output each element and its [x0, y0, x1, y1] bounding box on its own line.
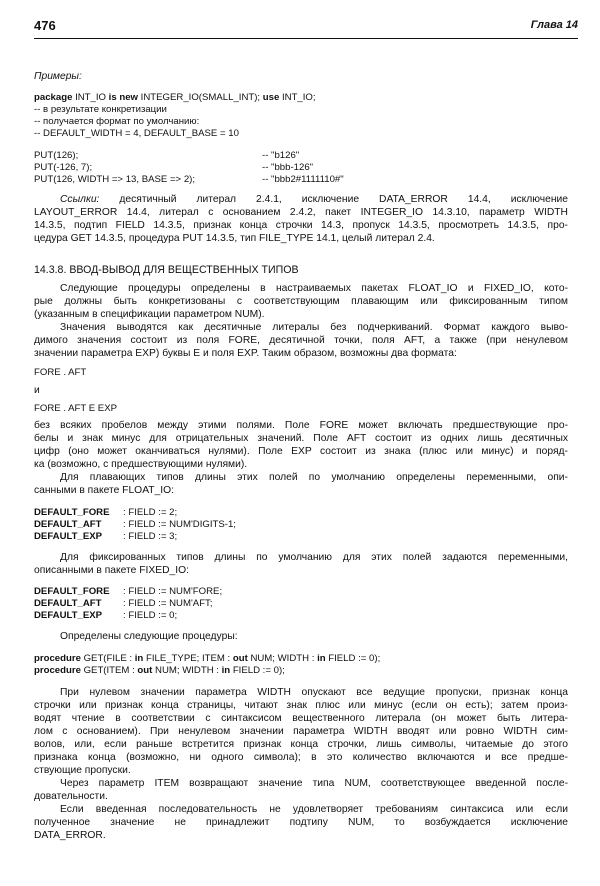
paragraph-line: рые должны быть конкретизованы с соответствующим плавающим или фиксированным типом: [34, 296, 568, 307]
refs-line: Ссылки: десятичный литерал 2.4.1, исключение DATA_ERROR 14.4, исключение: [60, 194, 568, 205]
kw-new: new: [119, 92, 139, 103]
kw-out: out: [137, 665, 153, 676]
paragraph-line: Для плавающих типов длины этих полей по умолчанию определены переменными, опи-: [60, 472, 568, 483]
code-comment: -- DEFAULT_WIDTH = 4, DEFAULT_BASE = 10: [34, 128, 239, 139]
format-fore-aft: FORE . AFT: [34, 367, 87, 378]
put-call: PUT(-126, 7);: [34, 162, 93, 173]
decl-part: INTEGER_IO(SMALL_INT);: [138, 92, 263, 103]
format-fore-aft-exp: FORE . AFT E EXP: [34, 403, 117, 414]
refs-label: Ссылки:: [60, 194, 100, 205]
paragraph-line: Определены следующие процедуры:: [60, 631, 238, 642]
kw-procedure: procedure: [34, 665, 81, 676]
procedure-spec: procedure GET(ITEM : out NUM; WIDTH : in FIELD := 0);: [34, 665, 285, 676]
chapter-label: Глава 14: [530, 19, 578, 31]
paragraph-line: без всяких пробелов между этими полями. Поле FORE может включать предшествующие про-: [34, 420, 568, 431]
running-header: [34, 18, 578, 39]
refs-line: LAYOUT_ERROR 14.4, литерал с основанием 2.4.2, пакет INTEGER_IO 14.3.10, параметр WIDTH: [34, 207, 568, 218]
code-comment: -- получается формат по умолчанию:: [34, 116, 200, 127]
default-decl: : FIELD := NUM'DIGITS-1;: [123, 519, 236, 530]
paragraph-line: значении параметра EXP) буквы E и поля EXP. Таким образом, возможны два формата:: [34, 348, 457, 359]
paragraph-line: белы и знак минус для отрицательных значений. Поле AFT состоит из одних лишь десятичных: [34, 433, 568, 444]
paragraph-line: Следующие процедуры определены в настраиваемых пакетах FLOAT_IO и FIXED_IO, кото-: [60, 283, 568, 294]
default-name: DEFAULT_EXP: [34, 610, 103, 621]
paragraph-line: При нулевом значении параметра WIDTH опускают все ведущие пропуски, признак конца: [60, 687, 568, 698]
paragraph-line: волов, или, если раньше встретится признак конца строчки, лишь символы, читаемые до этого: [34, 739, 568, 750]
put-result: -- "bbb-126": [262, 162, 314, 173]
default-name: DEFAULT_EXP: [34, 531, 103, 542]
kw-in: in: [317, 653, 326, 664]
decl-part: INT_IO: [72, 92, 109, 103]
conjunction: и: [34, 385, 40, 396]
kw-procedure: procedure: [34, 653, 81, 664]
paragraph-line: (указанным в спецификации параметром NUM).: [34, 309, 265, 320]
procedure-spec: procedure GET(FILE : in FILE_TYPE; ITEM : out NUM; WIDTH : in FIELD := 0);: [34, 653, 381, 664]
kw-in: in: [134, 653, 144, 664]
paragraph-line: DATA_ERROR.: [34, 830, 106, 841]
default-decl: : FIELD := 2;: [123, 507, 178, 518]
kw-is: is: [108, 92, 117, 103]
put-result: -- "bbb2#1111110#": [262, 174, 344, 185]
default-name: DEFAULT_AFT: [34, 598, 102, 609]
code-comment: -- в результате конкретизации: [34, 104, 167, 115]
paragraph-line: димого значения состоит из поля FORE, десятичной точки, поля AFT, а также (при ненулевом: [34, 335, 568, 346]
default-decl: : FIELD := NUM'FORE;: [123, 586, 223, 597]
examples-label: Примеры:: [34, 71, 82, 82]
paragraph-line: Через параметр ITEM возвращают значение типа NUM, соответствующее введенной после-: [60, 778, 568, 789]
page-number: 476: [34, 18, 56, 33]
paragraph-line: довательности.: [34, 791, 108, 802]
decl-part: INT_IO;: [279, 92, 316, 103]
paragraph-line: водят чтение в соответствии с синтаксисом вещественного литерала (он может быть литера-: [34, 713, 568, 724]
default-decl: : FIELD := 3;: [123, 531, 178, 542]
kw-out: out: [232, 653, 248, 664]
kw-package: package: [34, 92, 73, 103]
put-call: PUT(126, WIDTH => 13, BASE => 2);: [34, 174, 196, 185]
kw-in: in: [221, 665, 231, 676]
default-name: DEFAULT_AFT: [34, 519, 102, 530]
paragraph-line: Значения выводятся как десятичные литералы без подчеркиваний. Формат каждого выво-: [60, 322, 568, 333]
kw-use: use: [262, 92, 280, 103]
put-result: -- "b126": [262, 150, 300, 161]
paragraph-line: описанными в пакете FIXED_IO:: [34, 565, 190, 576]
section-title: 14.3.8. ВВОД-ВЫВОД ДЛЯ ВЕЩЕСТВЕННЫХ ТИПОВ: [34, 264, 299, 276]
paragraph-line: лом с основанием). При ненулевом значении параметра WIDTH вводят или ровно WIDTH сим-: [34, 726, 568, 737]
paragraph-line: строчки или признак конца страницы, читают знак плюс или минус (если он есть); затем произ-: [34, 700, 568, 711]
default-decl: : FIELD := 0;: [123, 610, 178, 621]
default-decl: : FIELD := NUM'AFT;: [123, 598, 213, 609]
paragraph-line: Если введенная последовательность не удовлетворяет требованиям синтаксиса или если: [60, 804, 568, 815]
paragraph-line: полученное значение не принадлежит подтипу NUM, то возбуждается исключение: [34, 817, 568, 828]
paragraph-line: Для фиксированных типов длины по умолчанию для этих полей задаются переменными,: [60, 552, 568, 563]
paragraph-line: ствующие пропуски.: [34, 765, 131, 776]
default-name: DEFAULT_FORE: [34, 586, 110, 597]
paragraph-line: ка (возможно, с предшествующими нулями).: [34, 459, 248, 470]
refs-line: цедура GET 14.3.5, процедура PUT 14.3.5, тип FILE_TYPE 14.1, целый литерал 2.4.: [34, 233, 435, 244]
default-name: DEFAULT_FORE: [34, 507, 110, 518]
paragraph-line: признака конца (возможно, ни одного символа); в это количество включаются и все предше-: [34, 752, 568, 763]
paragraph-line: цифр (оно может оканчиваться нулями). Поле EXP состоит из знака (плюс или минус) и поряд-: [34, 446, 568, 457]
put-call: PUT(126);: [34, 150, 79, 161]
refs-line: 14.3.5, подтип FIELD 14.3.5, признак конца строчки 14.3, пропуск 14.3.5, просмотреть 14.3.5, про-: [34, 220, 568, 231]
paragraph-line: санными в пакете FLOAT_IO:: [34, 485, 175, 496]
